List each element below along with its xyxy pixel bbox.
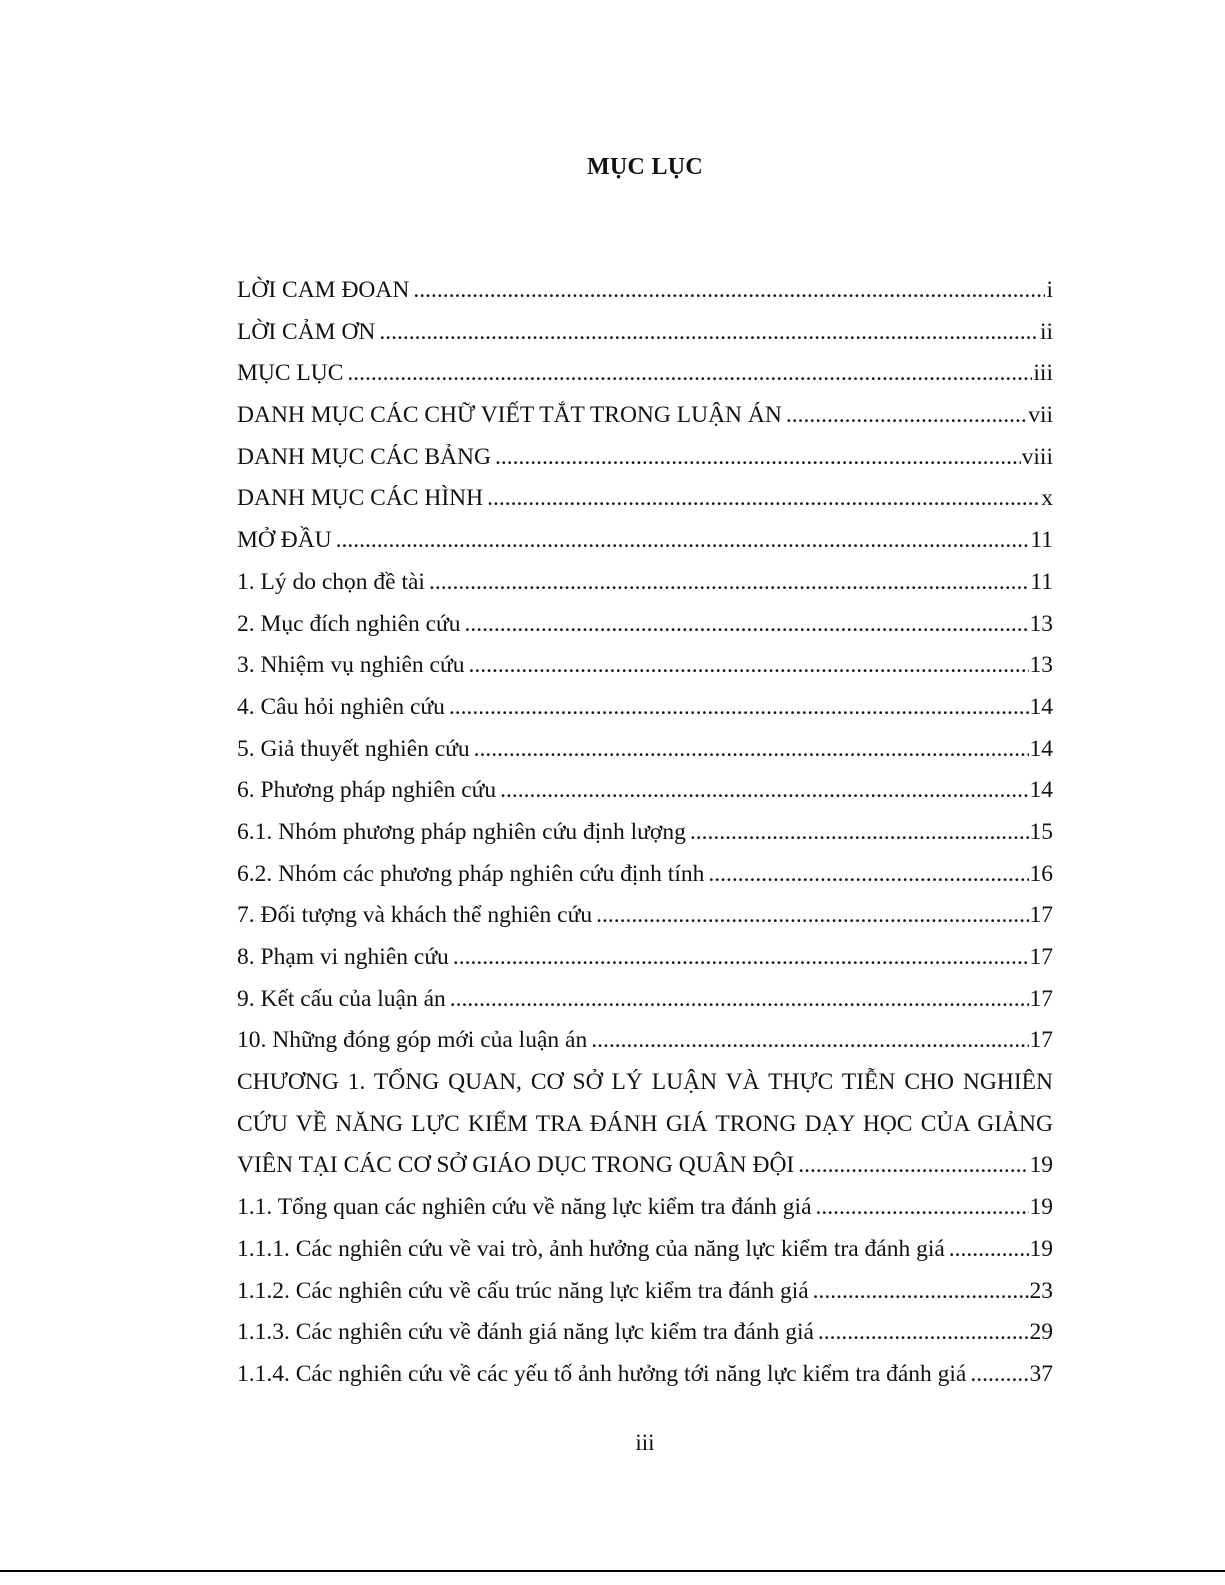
toc-entry-label: 9. Kết cấu của luận án xyxy=(237,985,446,1012)
dot-leader xyxy=(429,562,1029,604)
toc-entry-label: 6. Phương pháp nghiên cứu xyxy=(237,777,497,804)
toc-entry-1-1[interactable] xyxy=(237,1187,1053,1229)
toc-entry-page: 13 xyxy=(1029,652,1053,679)
page-number: iii xyxy=(635,1430,655,1455)
toc-entry-page: 19 xyxy=(1029,1235,1053,1262)
toc-entry-label: VIÊN TẠI CÁC CƠ SỞ GIÁO DỤC TRONG QUÂN ĐỘI xyxy=(237,1152,795,1179)
toc-entry-label: MỤC LỤC xyxy=(237,360,344,387)
toc-entry-label: LỜI CẢM ƠN xyxy=(237,318,376,345)
toc-entry-6-1[interactable] xyxy=(237,812,1053,854)
toc-entry-mo-dau[interactable] xyxy=(237,520,1053,562)
toc-entry-5[interactable] xyxy=(237,729,1053,771)
toc-entry-label: 2. Mục đích nghiên cứu xyxy=(237,610,461,637)
dot-leader xyxy=(468,645,1028,687)
dot-leader xyxy=(347,353,1032,395)
page-title: MỤC LỤC xyxy=(586,154,704,180)
toc-entry-label: 10. Những đóng góp mới của luận án xyxy=(237,1027,588,1054)
toc-entry-8[interactable] xyxy=(237,937,1053,979)
dot-leader xyxy=(453,937,1029,979)
toc-entry-label: 5. Giả thuyết nghiên cứu xyxy=(237,735,470,762)
toc-entry-label: 4. Câu hỏi nghiên cứu xyxy=(237,693,445,720)
toc-entry-4[interactable] xyxy=(237,687,1053,729)
toc-entry-1-1-3[interactable] xyxy=(237,1312,1053,1354)
toc-entry-chapter-1[interactable] xyxy=(237,1062,1053,1187)
toc-entry-10[interactable] xyxy=(237,1020,1053,1062)
toc-entry-label: 1.1.2. Các nghiên cứu về cấu trúc năng lực kiểm tra đánh giá xyxy=(237,1277,809,1304)
toc-entry-label: 8. Phạm vi nghiên cứu xyxy=(237,944,449,970)
toc-entry-label: 1.1.4. Các nghiên cứu về các yếu tố ảnh hưởng tới năng lực kiểm tra đánh giá xyxy=(237,1360,967,1387)
toc-entry-label: DANH MỤC CÁC CHỮ VIẾT TẮT TRONG LUẬN ÁN xyxy=(237,402,782,429)
chapter-1-line-3 xyxy=(237,1145,1053,1187)
toc-entry-6-2[interactable] xyxy=(237,854,1053,896)
dot-leader xyxy=(413,270,1045,312)
toc-entry-label: DANH MỤC CÁC BẢNG xyxy=(237,443,491,470)
dot-leader xyxy=(798,1145,1028,1187)
toc-entry-1-1-1[interactable] xyxy=(237,1229,1053,1271)
toc-entry-page: 17 xyxy=(1029,944,1053,970)
dot-leader xyxy=(816,1187,1029,1229)
toc-entry-label: 1.1.1. Các nghiên cứu về vai trò, ảnh hưởng của năng lực kiểm tra đánh giá xyxy=(237,1235,945,1262)
toc-entry-1-1-2[interactable] xyxy=(237,1271,1053,1313)
toc-entry-muc-luc[interactable] xyxy=(237,353,1053,395)
chapter-1-line-1: CHƯƠNG 1. TỔNG QUAN, CƠ SỞ LÝ LUẬN VÀ THỰC TIỄN CHO NGHIÊN xyxy=(237,1069,1053,1096)
toc-entry-page: 13 xyxy=(1029,610,1053,637)
chapter-1-line-2: CỨU VỀ NĂNG LỰC KIỂM TRA ĐÁNH GIÁ TRONG DẠY HỌC CỦA GIẢNG xyxy=(237,1110,1053,1137)
dot-leader xyxy=(474,729,1029,771)
toc-entry-9[interactable] xyxy=(237,979,1053,1021)
dot-leader xyxy=(487,478,1040,520)
toc-entry-page: i xyxy=(1046,277,1053,303)
toc-entry-label: 7. Đối tượng và khách thể nghiên cứu xyxy=(237,902,593,929)
dot-leader xyxy=(596,895,1028,937)
toc-entry-loi-cam-doan[interactable] xyxy=(237,270,1053,312)
toc-entry-page: 17 xyxy=(1029,1027,1053,1054)
dot-leader xyxy=(500,770,1028,812)
dot-leader xyxy=(818,1312,1029,1354)
toc-entry-loi-cam-on[interactable] xyxy=(237,312,1053,354)
toc-entry-label: LỜI CAM ĐOAN xyxy=(237,277,410,303)
toc-entry-page: x xyxy=(1041,485,1053,512)
dot-leader xyxy=(786,395,1027,437)
toc-entry-page: 19 xyxy=(1029,1152,1053,1179)
toc-entry-2[interactable] xyxy=(237,604,1053,646)
toc-entry-6[interactable] xyxy=(237,770,1053,812)
dot-leader xyxy=(336,520,1030,562)
toc-entry-page: 16 xyxy=(1029,860,1053,887)
toc-entry-page: vii xyxy=(1028,402,1053,429)
toc-entry-page: 11 xyxy=(1030,527,1053,554)
toc-entry-figures[interactable] xyxy=(237,478,1053,520)
toc-entry-label: 3. Nhiệm vụ nghiên cứu xyxy=(237,652,465,679)
toc-entry-label: 6.2. Nhóm các phương pháp nghiên cứu định tính xyxy=(237,860,705,887)
toc-entry-page: viii xyxy=(1021,443,1053,470)
toc-entry-abbreviations[interactable] xyxy=(237,395,1053,437)
toc-entry-page: ii xyxy=(1039,318,1053,345)
bottom-rule xyxy=(0,1570,1225,1572)
toc-entry-page: 19 xyxy=(1029,1194,1053,1221)
toc-entry-page: 17 xyxy=(1029,902,1053,929)
toc-entry-label: 6.1. Nhóm phương pháp nghiên cứu định lượng xyxy=(237,818,686,845)
dot-leader xyxy=(708,854,1028,896)
toc-entry-1-1-4[interactable] xyxy=(237,1354,1053,1396)
dot-leader xyxy=(813,1271,1029,1313)
dot-leader xyxy=(379,312,1039,354)
toc-entry-label: 1.1. Tổng quan các nghiên cứu về năng lực kiểm tra đánh giá xyxy=(237,1194,812,1221)
dot-leader xyxy=(465,604,1029,646)
dot-leader xyxy=(450,979,1029,1021)
table-of-contents xyxy=(237,270,1053,1396)
toc-entry-page: 15 xyxy=(1029,818,1053,845)
dot-leader xyxy=(690,812,1029,854)
dot-leader xyxy=(949,1229,1029,1271)
toc-entry-page: 14 xyxy=(1029,735,1053,762)
dot-leader xyxy=(449,687,1029,729)
toc-entry-page: 11 xyxy=(1030,568,1053,595)
toc-entry-page: iii xyxy=(1033,360,1053,387)
toc-entry-label: 1. Lý do chọn đề tài xyxy=(237,568,425,595)
dot-leader xyxy=(591,1020,1028,1062)
toc-entry-page: 29 xyxy=(1029,1319,1053,1346)
toc-entry-label: DANH MỤC CÁC HÌNH xyxy=(237,485,484,512)
toc-entry-label: MỞ ĐẦU xyxy=(237,527,332,554)
toc-entry-page: 23 xyxy=(1029,1277,1053,1304)
dot-leader xyxy=(970,1354,1028,1396)
toc-entry-label: 1.1.3. Các nghiên cứu về đánh giá năng lực kiểm tra đánh giá xyxy=(237,1319,814,1346)
toc-entry-tables[interactable] xyxy=(237,437,1053,479)
toc-entry-page: 14 xyxy=(1029,777,1053,804)
toc-entry-7[interactable] xyxy=(237,895,1053,937)
toc-entry-3[interactable] xyxy=(237,645,1053,687)
toc-entry-page: 17 xyxy=(1029,985,1053,1012)
toc-entry-page: 14 xyxy=(1029,693,1053,720)
toc-entry-1[interactable] xyxy=(237,562,1053,604)
toc-entry-page: 37 xyxy=(1029,1360,1053,1387)
dot-leader xyxy=(495,437,1021,479)
